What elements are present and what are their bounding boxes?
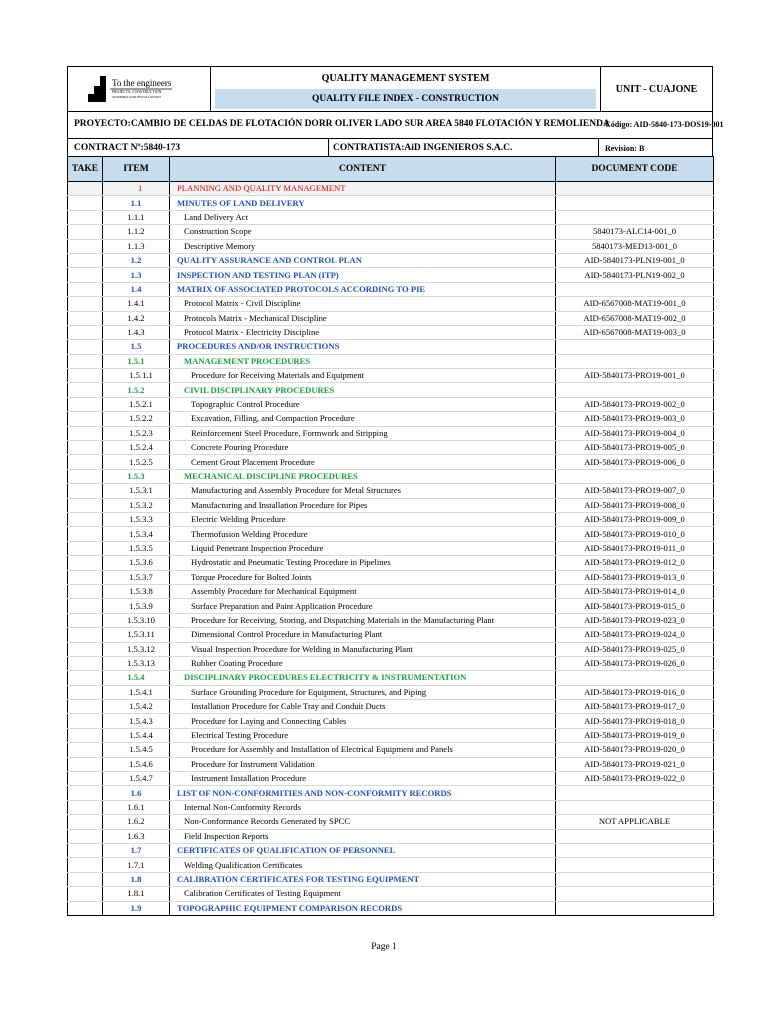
table-row [68, 297, 714, 311]
document-code-cell: AID-6567008-MAT19-002_0 [556, 311, 714, 325]
content-cell: Thermofusion Welding Procedure [170, 527, 556, 541]
table-row [68, 656, 714, 670]
take-cell [68, 297, 103, 311]
content-cell: Excavation, Filling, and Compaction Procedure [170, 412, 556, 426]
table-row [68, 743, 714, 757]
item-number: 1.5.1.1 [103, 369, 170, 383]
item-number: 1.5.4.3 [103, 714, 170, 728]
item-number: 1.1.3 [103, 239, 170, 253]
document-code-cell: AID-5840173-PRO19-015_0 [556, 599, 714, 613]
content-cell: Electric Welding Procedure [170, 512, 556, 526]
document-code-cell: AID-5840173-PRO19-018_0 [556, 714, 714, 728]
item-number: 1.5.1 [103, 354, 170, 368]
table-row [68, 628, 714, 642]
take-cell [68, 570, 103, 584]
take-cell [68, 498, 103, 512]
document-code-cell [556, 800, 714, 814]
column-header-item: ITEM [103, 157, 170, 182]
content-cell: Protocol Matrix - Electricity Discipline [170, 325, 556, 339]
document-code-cell: AID-5840173-PRO19-025_0 [556, 642, 714, 656]
document-code-cell: AID-5840173-PRO19-011_0 [556, 541, 714, 555]
take-cell [68, 412, 103, 426]
content-cell: CALIBRATION CERTIFICATES FOR TESTING EQUIPMENT [170, 872, 556, 886]
item-number: 1.1.2 [103, 225, 170, 239]
table-row [68, 815, 714, 829]
item-number: 1.7 [103, 843, 170, 857]
item-number: 1.9 [103, 901, 170, 915]
item-number: 1.4.1 [103, 297, 170, 311]
item-number: 1.5.4.6 [103, 757, 170, 771]
document-code-cell [556, 829, 714, 843]
item-number: 1.5.3.8 [103, 584, 170, 598]
document-code-cell: AID-5840173-PRO19-010_0 [556, 527, 714, 541]
quality-file-index-table [67, 156, 714, 916]
table-row [68, 671, 714, 685]
item-number: 1.5.2.4 [103, 441, 170, 455]
table-row [68, 584, 714, 598]
document-code-cell: 5840173-MED13-001_0 [556, 239, 714, 253]
table-row [68, 714, 714, 728]
take-cell [68, 829, 103, 843]
item-number: 1.3 [103, 268, 170, 282]
content-cell: MATRIX OF ASSOCIATED PROTOCOLS ACCORDING TO PIE [170, 282, 556, 296]
table-row [68, 282, 714, 296]
table-row [68, 800, 714, 814]
table-row [68, 196, 714, 210]
content-cell: MANAGEMENT PROCEDURES [170, 354, 556, 368]
item-number: 1.5.3 [103, 469, 170, 483]
document-code-cell: AID-5840173-PRO19-008_0 [556, 498, 714, 512]
content-cell: PROCEDURES AND/OR INSTRUCTIONS [170, 340, 556, 354]
content-cell: Visual Inspection Procedure for Welding in Manufacturing Plant [170, 642, 556, 656]
table-row [68, 484, 714, 498]
content-cell: LIST OF NON-CONFORMITIES AND NON-CONFORMITY RECORDS [170, 786, 556, 800]
table-row [68, 685, 714, 699]
item-number: 1.4.3 [103, 325, 170, 339]
content-cell: QUALITY ASSURANCE AND CONTROL PLAN [170, 253, 556, 267]
table-row [68, 455, 714, 469]
take-cell [68, 268, 103, 282]
document-code-cell: AID-5840173-PRO19-003_0 [556, 412, 714, 426]
content-cell: DISCIPLINARY PROCEDURES ELECTRICITY & INSTRUMENTATION [170, 671, 556, 685]
take-cell [68, 469, 103, 483]
content-cell: INSPECTION AND TESTING PLAN (ITP) [170, 268, 556, 282]
table-row [68, 843, 714, 857]
content-cell: Hydrostatic and Pneumatic Testing Procedure in Pipelines [170, 556, 556, 570]
item-number: 1.5.4 [103, 671, 170, 685]
take-cell [68, 340, 103, 354]
content-cell: Topographic Control Procedure [170, 397, 556, 411]
table-row [68, 210, 714, 224]
take-cell [68, 786, 103, 800]
document-code-cell [556, 887, 714, 901]
take-cell [68, 182, 103, 196]
content-cell: Concrete Pouring Procedure [170, 441, 556, 455]
take-cell [68, 728, 103, 742]
content-cell: Calibration Certificates of Testing Equipment [170, 887, 556, 901]
content-cell: CIVIL DISCIPLINARY PROCEDURES [170, 383, 556, 397]
item-number: 1.6.2 [103, 815, 170, 829]
take-cell [68, 858, 103, 872]
item-number: 1.5.3.4 [103, 527, 170, 541]
table-row [68, 268, 714, 282]
document-code-cell: 5840173-ALC14-001_0 [556, 225, 714, 239]
content-cell: Surface Preparation and Paint Application Procedure [170, 599, 556, 613]
content-cell: Torque Procedure for Bolted Joints [170, 570, 556, 584]
take-cell [68, 512, 103, 526]
take-cell [68, 282, 103, 296]
table-row [68, 757, 714, 771]
content-cell: Procedure for Receiving Materials and Equipment [170, 369, 556, 383]
document-code-cell [556, 340, 714, 354]
table-row [68, 599, 714, 613]
item-number: 1.5.3.1 [103, 484, 170, 498]
table-row [68, 728, 714, 742]
take-cell [68, 311, 103, 325]
table-row [68, 527, 714, 541]
item-number: 1.5.3.3 [103, 512, 170, 526]
document-code-cell: AID-5840173-PRO19-024_0 [556, 628, 714, 642]
logo-steps-icon [68, 67, 210, 111]
item-number: 1.5.4.7 [103, 772, 170, 786]
content-cell: Procedure for Receiving, Storing, and Dispatching Materials in the Manufacturing Plant [170, 613, 556, 627]
document-code-cell: AID-5840173-PLN19-002_0 [556, 268, 714, 282]
table-row [68, 426, 714, 440]
column-header-content: CONTENT [170, 157, 556, 182]
take-cell [68, 253, 103, 267]
item-number: 1.6.1 [103, 800, 170, 814]
document-code-cell [556, 182, 714, 196]
table-row [68, 469, 714, 483]
take-cell [68, 541, 103, 555]
content-cell: Field Inspection Reports [170, 829, 556, 843]
item-number: 1.4 [103, 282, 170, 296]
content-cell: Rubber Coating Procedure [170, 656, 556, 670]
table-row [68, 253, 714, 267]
document-code-cell [556, 872, 714, 886]
item-number: 1.4.2 [103, 311, 170, 325]
table-row [68, 311, 714, 325]
document-code-cell [556, 901, 714, 915]
item-number: 1.2 [103, 253, 170, 267]
take-cell [68, 225, 103, 239]
table-row [68, 772, 714, 786]
document-code-cell [556, 354, 714, 368]
take-cell [68, 872, 103, 886]
document-code-cell: AID-5840173-PRO19-002_0 [556, 397, 714, 411]
content-cell: PLANNING AND QUALITY MANAGEMENT [170, 182, 556, 196]
take-cell [68, 642, 103, 656]
index-title: QUALITY FILE INDEX - CONSTRUCTION [215, 89, 596, 109]
take-cell [68, 613, 103, 627]
item-number: 1.5.3.10 [103, 613, 170, 627]
revision-label: Revision: B [605, 143, 645, 153]
table-row [68, 613, 714, 627]
document-code-cell [556, 469, 714, 483]
table-row [68, 225, 714, 239]
document-code-cell [556, 843, 714, 857]
contract-number: CONTRACT Nº:5840-173 [68, 139, 329, 157]
item-number: 1.5.3.12 [103, 642, 170, 656]
take-cell [68, 800, 103, 814]
take-cell [68, 901, 103, 915]
document-code-cell: AID-6567008-MAT19-001_0 [556, 297, 714, 311]
content-cell: Electrical Testing Procedure [170, 728, 556, 742]
table-row [68, 541, 714, 555]
page-number: Page 1 [371, 942, 397, 952]
logo-text: To the engineers [112, 78, 172, 88]
take-cell [68, 239, 103, 253]
document-code-cell: AID-5840173-PRO19-017_0 [556, 700, 714, 714]
item-number: 1.5.3.11 [103, 628, 170, 642]
take-cell [68, 527, 103, 541]
content-cell: Procedure for Assembly and Installation of Electrical Equipment and Panels [170, 743, 556, 757]
content-cell: Surface Grounding Procedure for Equipment, Structures, and Piping [170, 685, 556, 699]
content-cell: Construction Scope [170, 225, 556, 239]
table-row [68, 441, 714, 455]
take-cell [68, 671, 103, 685]
item-number: 1.6.3 [103, 829, 170, 843]
table-row [68, 397, 714, 411]
take-cell [68, 714, 103, 728]
content-cell: Reinforcement Steel Procedure, Formwork and Stripping [170, 426, 556, 440]
take-cell [68, 397, 103, 411]
document-code-cell: AID-5840173-PRO19-001_0 [556, 369, 714, 383]
document-code-cell: AID-5840173-PRO19-005_0 [556, 441, 714, 455]
item-number: 1.5.3.13 [103, 656, 170, 670]
take-cell [68, 556, 103, 570]
table-row [68, 829, 714, 843]
content-cell: Dimensional Control Procedure in Manufacturing Plant [170, 628, 556, 642]
take-cell [68, 772, 103, 786]
table-row [68, 570, 714, 584]
table-row [68, 858, 714, 872]
item-number: 1.5.3.5 [103, 541, 170, 555]
content-cell: Manufacturing and Assembly Procedure for Metal Structures [170, 484, 556, 498]
table-row [68, 872, 714, 886]
company-logo [68, 67, 211, 111]
document-code-cell [556, 196, 714, 210]
item-number: 1.5.2.1 [103, 397, 170, 411]
item-number: 1.5.3.6 [103, 556, 170, 570]
content-cell: Welding Qualification Certificates [170, 858, 556, 872]
take-cell [68, 584, 103, 598]
item-number: 1.6 [103, 786, 170, 800]
document-code-cell [556, 786, 714, 800]
take-cell [68, 210, 103, 224]
document-code-cell [556, 858, 714, 872]
table-row [68, 700, 714, 714]
take-cell [68, 455, 103, 469]
table-row [68, 512, 714, 526]
content-cell: MECHANICAL DISCIPLINE PROCEDURES [170, 469, 556, 483]
document-code-cell: AID-5840173-PRO19-013_0 [556, 570, 714, 584]
table-row [68, 887, 714, 901]
table-row [68, 325, 714, 339]
take-cell [68, 369, 103, 383]
document-header [67, 66, 724, 158]
item-number: 1.5.2.2 [103, 412, 170, 426]
item-number: 1.5.4.2 [103, 700, 170, 714]
take-cell [68, 599, 103, 613]
item-number: 1.5.2.3 [103, 426, 170, 440]
take-cell [68, 843, 103, 857]
content-cell: Internal Non-Conformity Records [170, 800, 556, 814]
table-row [68, 498, 714, 512]
item-number: 1.5.2.5 [103, 455, 170, 469]
document-code-cell: NOT APPLICABLE [556, 815, 714, 829]
table-row [68, 383, 714, 397]
take-cell [68, 743, 103, 757]
item-number: 1.5 [103, 340, 170, 354]
document-code-cell: AID-5840173-PRO19-004_0 [556, 426, 714, 440]
content-cell: Cement Grout Placement Procedure [170, 455, 556, 469]
take-cell [68, 887, 103, 901]
content-cell: Land Delivery Act [170, 210, 556, 224]
document-code-cell: AID-6567008-MAT19-003_0 [556, 325, 714, 339]
take-cell [68, 757, 103, 771]
item-number: 1.7.1 [103, 858, 170, 872]
logo-subtext-1: PROJECTS, CONSTRUCTION [112, 90, 162, 94]
document-code-cell: AID-5840173-PRO19-026_0 [556, 656, 714, 670]
table-row [68, 354, 714, 368]
document-code-cell: AID-5840173-PRO19-007_0 [556, 484, 714, 498]
document-code-cell: AID-5840173-PRO19-006_0 [556, 455, 714, 469]
content-cell: Procedure for Laying and Connecting Cables [170, 714, 556, 728]
item-number: 1.1.1 [103, 210, 170, 224]
item-number: 1.5.3.9 [103, 599, 170, 613]
item-number: 1.5.3.7 [103, 570, 170, 584]
document-code: Código: AID-5840-173-DOS19-001 [605, 120, 724, 129]
content-cell: CERTIFICATES OF QUALIFICATION OF PERSONNEL [170, 843, 556, 857]
document-code-cell [556, 383, 714, 397]
document-code-cell: AID-5840173-PRO19-016_0 [556, 685, 714, 699]
take-cell [68, 815, 103, 829]
content-cell: Assembly Procedure for Mechanical Equipment [170, 584, 556, 598]
item-number: 1.5.4.4 [103, 728, 170, 742]
contractor-name: CONTRATISTA:AiD INGENIEROS S.A.C. [329, 139, 599, 157]
content-cell: Descriptive Memory [170, 239, 556, 253]
document-code-cell: AID-5840173-PLN19-001_0 [556, 253, 714, 267]
content-cell: Liquid Penetrant Inspection Procedure [170, 541, 556, 555]
document-code-cell: AID-5840173-PRO19-020_0 [556, 743, 714, 757]
take-cell [68, 441, 103, 455]
table-row [68, 182, 714, 196]
item-number: 1.5.4.5 [103, 743, 170, 757]
document-code-cell: AID-5840173-PRO19-022_0 [556, 772, 714, 786]
table-row [68, 239, 714, 253]
take-cell [68, 383, 103, 397]
content-cell: Protocol Matrix - Civil Discipline [170, 297, 556, 311]
document-code-cell: AID-5840173-PRO19-019_0 [556, 728, 714, 742]
item-number: 1.5.3.2 [103, 498, 170, 512]
system-title: QUALITY MANAGEMENT SYSTEM [321, 72, 490, 84]
table-row [68, 369, 714, 383]
content-cell: Manufacturing and Installation Procedure for Pipes [170, 498, 556, 512]
document-code-cell: AID-5840173-PRO19-012_0 [556, 556, 714, 570]
take-cell [68, 484, 103, 498]
column-header-take: TAKE [68, 157, 103, 182]
document-code-cell: AID-5840173-PRO19-023_0 [556, 613, 714, 627]
document-code-cell: AID-5840173-PRO19-014_0 [556, 584, 714, 598]
logo-subtext-2: ASSEMBLY AND INSTALLATIONS [112, 95, 162, 99]
content-cell: Instrument Installation Procedure [170, 772, 556, 786]
column-header-document-code: DOCUMENT CODE [556, 157, 714, 182]
take-cell [68, 325, 103, 339]
table-row [68, 412, 714, 426]
table-row [68, 556, 714, 570]
item-number: 1.8.1 [103, 887, 170, 901]
item-number: 1.1 [103, 196, 170, 210]
table-row [68, 340, 714, 354]
document-code-cell [556, 210, 714, 224]
take-cell [68, 685, 103, 699]
take-cell [68, 656, 103, 670]
item-number: 1.8 [103, 872, 170, 886]
take-cell [68, 426, 103, 440]
content-cell: TOPOGRAPHIC EQUIPMENT COMPARISON RECORDS [170, 901, 556, 915]
document-code-cell: AID-5840173-PRO19-009_0 [556, 512, 714, 526]
take-cell [68, 196, 103, 210]
project-title: PROYECTO:CAMBIO DE CELDAS DE FLOTACIÓN DORR OLIVER LADO SUR AREA 5840 FLOTACIÓN Y REMOLIENDA [74, 119, 610, 129]
document-code-cell [556, 282, 714, 296]
content-cell: Procedure for Instrument Validation [170, 757, 556, 771]
content-cell: Non-Conformance Records Generated by SPCC [170, 815, 556, 829]
item-number: 1.5.2 [103, 383, 170, 397]
content-cell: Protocols Matrix - Mechanical Discipline [170, 311, 556, 325]
table-header-row [68, 157, 714, 182]
table-row [68, 786, 714, 800]
document-code-cell [556, 671, 714, 685]
table-row [68, 642, 714, 656]
content-cell: Installation Procedure for Cable Tray and Conduit Ducts [170, 700, 556, 714]
document-code-cell: AID-5840173-PRO19-021_0 [556, 757, 714, 771]
take-cell [68, 628, 103, 642]
content-cell: MINUTES OF LAND DELIVERY [170, 196, 556, 210]
table-row [68, 901, 714, 915]
item-number: 1.5.4.1 [103, 685, 170, 699]
unit-label: UNIT - CUAJONE [615, 83, 698, 95]
item-number: 1 [103, 182, 170, 196]
take-cell [68, 354, 103, 368]
take-cell [68, 700, 103, 714]
